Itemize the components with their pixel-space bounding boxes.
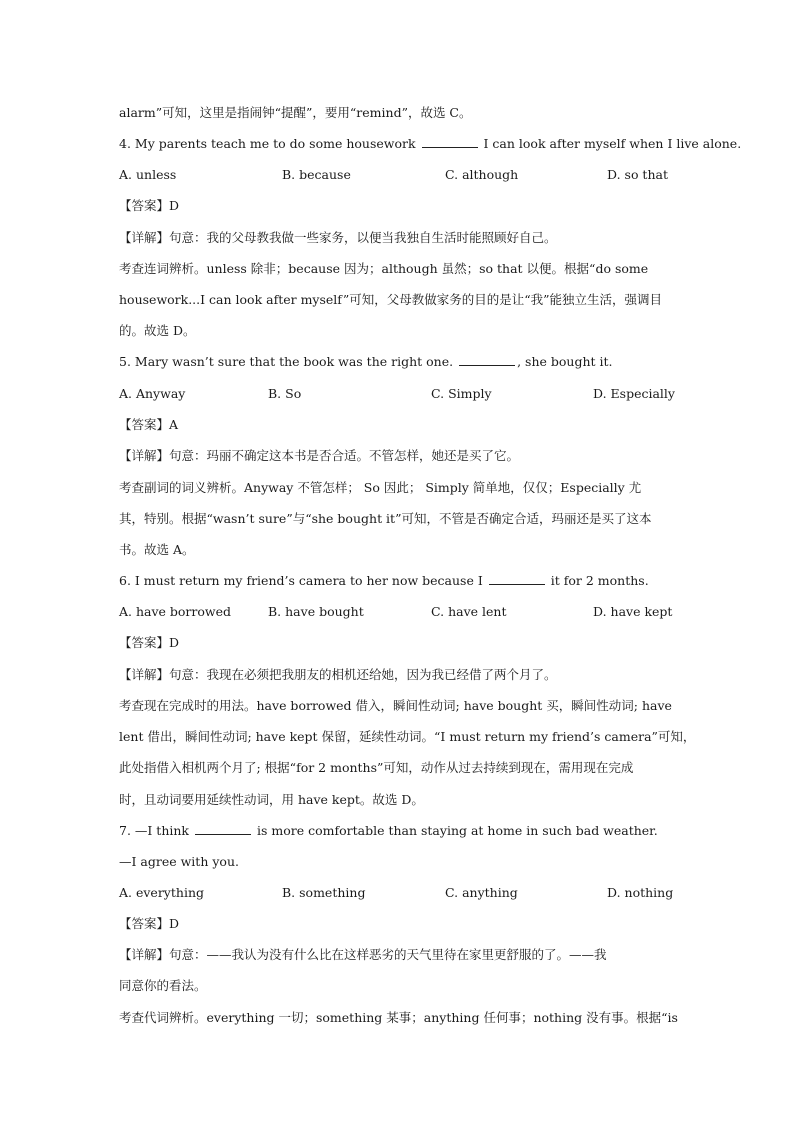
answer-line: 【答案】D — [119, 916, 180, 931]
stem-part: it for 2 months. — [550, 573, 649, 588]
option-b: B. because — [282, 167, 351, 182]
explanation-line: 考查代词辨析。everything 一切；something 某事；anything 任何事；nothing 没有事。根据“is — [119, 1010, 678, 1025]
detail-line: 同意你的看法。 — [119, 978, 207, 993]
option-c: C. although — [445, 167, 519, 182]
option-d: D. nothing — [607, 885, 674, 900]
stem-part: 6. I must return my friend’s camera to her now because I — [119, 573, 483, 588]
option-d: D. so that — [607, 167, 668, 182]
text-line: alarm”可知，这里是指闹钟“提醒”，要用“remind”，故选 C。 — [119, 105, 472, 120]
explanation-line: 考查副词的词义辨析。Anyway 不管怎样； So 因此； Simply 简单地，仅仅；Especially 尤 — [119, 480, 642, 495]
stem-part: 7. —I think — [119, 823, 190, 838]
stem-part: is more comfortable than staying at home in such bad weather. — [256, 823, 658, 838]
detail-line: 【详解】句意：玛丽不确定这本书是否合适。不管怎样，她还是买了它。 — [119, 448, 520, 463]
option-b: B. So — [268, 386, 302, 401]
stem-part: I can look after myself when I live alone. — [483, 136, 742, 151]
answer-blank — [422, 135, 478, 148]
explanation-line: 考查连词辨析。unless 除非；because 因为；although 虽然；so that 以便。根据“do some — [119, 261, 649, 276]
explanation-line: 考查现在完成时的用法。have borrowed 借入，瞬间性动词; have bought 买，瞬间性动词; have — [119, 698, 672, 713]
option-d: D. Especially — [593, 386, 675, 401]
dialogue-reply: —I agree with you. — [119, 854, 239, 869]
answer-blank — [459, 353, 515, 366]
question-4-stem — [119, 135, 742, 153]
option-a: A. unless — [119, 167, 177, 182]
explanation-line: 时，且动词要用延续性动词，用 have kept。故选 D。 — [119, 792, 424, 807]
detail-line: 【详解】句意：我现在必须把我朋友的相机还给她，因为我已经借了两个月了。 — [119, 667, 557, 682]
option-a: A. Anyway — [119, 386, 186, 401]
option-b: B. something — [282, 885, 366, 900]
explanation-line: 书。故选 A。 — [119, 542, 195, 557]
option-b: B. have bought — [268, 604, 364, 619]
option-a: A. everything — [119, 885, 204, 900]
explanation-line: 的。故选 D。 — [119, 323, 196, 338]
answer-line: 【答案】D — [119, 635, 180, 650]
detail-line: 【详解】句意：——我认为没有什么比在这样恶劣的天气里待在家里更舒服的了。——我 — [119, 947, 607, 962]
answer-blank — [489, 572, 545, 585]
stem-part: 4. My parents teach me to do some housework — [119, 136, 416, 151]
answer-line: 【答案】A — [119, 417, 179, 432]
stem-part: , she bought it. — [517, 354, 613, 369]
question-6-stem — [119, 572, 679, 590]
stem-part: 5. Mary wasn’t sure that the book was the right one. — [119, 354, 454, 369]
option-a: A. have borrowed — [119, 604, 232, 619]
explanation-line: 其，特别。根据“wasn’t sure”与“she bought it”可知，不管是否确定合适，玛丽还是买了这本 — [119, 511, 652, 526]
answer-line: 【答案】D — [119, 198, 180, 213]
option-c: C. anything — [445, 885, 518, 900]
question-7-stem — [119, 822, 679, 840]
question-5-stem — [119, 353, 679, 371]
explanation-line: 此处指借入相机两个月了; 根据“for 2 months”可知，动作从过去持续到现在，需用现在完成 — [119, 760, 634, 775]
detail-line: 【详解】句意：我的父母教我做一些家务，以便当我独自生活时能照顾好自己。 — [119, 230, 557, 245]
answer-blank — [195, 822, 251, 835]
option-c: C. have lent — [431, 604, 507, 619]
option-d: D. have kept — [593, 604, 673, 619]
explanation-line: lent 借出，瞬间性动词; have kept 保留，延续性动词。“I must return my friend’s camera”可知， — [119, 729, 696, 744]
option-c: C. Simply — [431, 386, 492, 401]
explanation-line: housework...I can look after myself”可知，父母教做家务的目的是让“我”能独立生活，强调目 — [119, 292, 663, 307]
